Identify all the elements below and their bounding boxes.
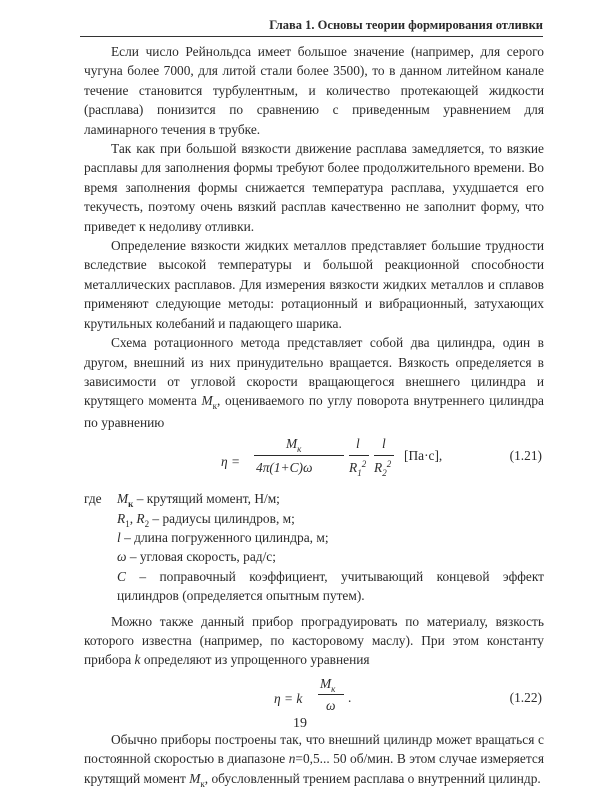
n-symbol: n [288,751,296,767]
eq-num-subscript: к [297,444,302,455]
eq-denominator: ω [326,697,336,713]
eq-period: . [348,689,352,705]
eq-l2: l [382,436,386,452]
torque-symbol: M [201,393,213,409]
paragraph [84,730,544,790]
equation-number: (1.21) [509,448,542,464]
paragraph-text: определяют из упрощенного уравнения [140,652,370,668]
fraction-bar [349,455,369,456]
eq-l1: l [356,436,360,452]
equation-1-21 [84,434,544,488]
torque-subscript: к [200,778,205,789]
definition-item [84,528,544,547]
def-symbol: C [117,568,126,584]
eq-r1 [349,458,366,479]
eq-units: [Па·с], [404,448,443,464]
def-description: – длина погруженного цилиндра, м; [120,529,329,545]
definition-text [117,509,544,530]
definition-text [117,528,544,547]
def-description: – поправочный коэффициент, учитывающий концевой эффект цилиндров (определяется опытным путем). [117,568,544,604]
r1-symbol: R [349,460,358,476]
eq-num-subscript: к [331,683,336,694]
paragraph-text: , обусловленный трением расплава о внутренний цилиндр. [204,770,541,786]
paragraph-text: , оцениваемого по углу поворота внутреннего цилиндра по уравнению [84,393,544,430]
def-subscript: к [128,499,134,510]
definition-item [84,509,544,528]
paragraph [84,612,544,670]
paragraph [84,333,544,432]
running-header: Глава 1. Основы теории формирования отливки [80,18,543,37]
r2-symbol: R [374,460,383,476]
eq-lhs: η = k [274,690,303,706]
def-symbol: l [117,529,121,545]
r2-exponent: 2 [386,459,392,470]
def-subscript: 1 [125,518,130,529]
paragraph: Определение вязкости жидких металлов представляет большие трудности вследствие высокой температуры и большой реакционной способности металлических расплавов. Для измерения вязкости жидких металлов и сплавов применяют следующие методы: ротационный и вибрационный, затухающих крутильных колебаний и падающего шарика. [84,238,544,331]
def-subscript: 2 [144,518,150,529]
def-description: – угловая скорость, рад/с; [126,549,276,565]
fraction-bar [318,694,344,695]
k-symbol: k [134,652,141,668]
eq-numerator [320,674,335,695]
eq-num-symbol: M [286,436,298,452]
paragraph: Если число Рейнольдса имеет большое значение (например, для серого чугуна более 7000, для литой стали более 3500), то в данном литейном канале течение становится турбулентным, и количество протекающей жидкости (расплава) понизится по сравнению с приведенным уравнением для ламинарного течения в трубке. [84,44,544,137]
def-description: – радиусы цилиндров, м; [149,510,295,526]
paragraph-text: Обычно приборы построены так, что внешний цилиндр может вращаться с постоянной скоростью в диапазоне [84,731,544,767]
definitions-list [84,489,544,605]
paragraph-text: Можно также данный прибор проградуировать по материалу, вязкость которого известна (например, по касторовому маслу). При этом константу прибора [84,613,544,668]
paragraph-text: Схема ротационного метода представляет собой два цилиндра, один в другом, внешний из них принудительно вращается. Вязкость определяется в зависимости от угловой скорости вращающегося внешнего цилиндра и крутящего момента [84,335,544,409]
equation-number: (1.22) [509,689,542,705]
eq-lhs: η = [221,454,241,470]
r2-subscript: 2 [382,468,387,479]
def-symbol: ω [117,549,127,565]
def-description: – крутящий момент, Н/м; [133,491,280,507]
fraction-bar [254,455,344,456]
paragraph-text: =0,5... 50 об/мин. В этом случае измеряется крутящий момент [84,751,544,786]
definition-item [84,567,544,606]
def-symbol: R [117,510,126,526]
fraction-bar [374,455,394,456]
page-body [84,42,544,790]
eq-numerator [286,434,301,455]
torque-symbol: M [189,770,201,786]
torque-subscript: к [212,401,217,412]
eq-denominator: 4π(1+C)ω [256,460,313,476]
where-label: где [84,491,102,507]
r1-subscript: 1 [357,468,362,479]
def-symbol: M [117,491,129,507]
eq-num-symbol: M [320,675,332,691]
definition-item [84,489,544,508]
definition-item [84,547,544,566]
def-separator: , [129,510,137,526]
page-number: 19 [293,716,307,731]
definition-text [117,547,544,566]
r1-exponent: 2 [361,459,367,470]
paragraph: Так как при большой вязкости движение расплава замедляется, то вязкие расплавы для заполнения формы требуют более продолжительного времени. Во время заполнения формы снижается температура расплава, ухудшается его текучесть, поэтому очень вязкий расплав качественно не заполнит форму, что приведет к недоливу отливки. [84,141,544,234]
definition-text [117,489,544,510]
eq-r2 [374,458,391,479]
def-symbol: R [136,510,145,526]
